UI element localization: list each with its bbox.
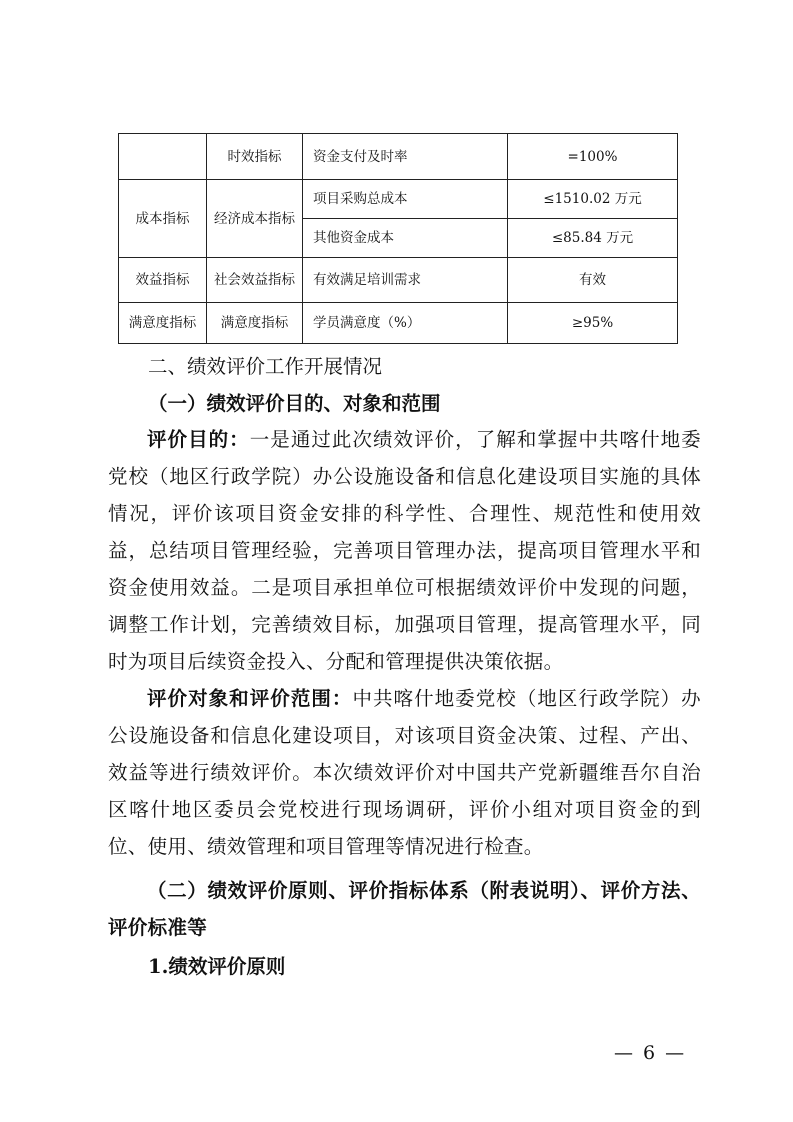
performance-indicator-table (118, 133, 678, 344)
scope-text: 中共喀什地委党校（地区行政学院）办公设施设备和信息化建设项目，对该项目资金决策、过程、产出、效益等进行绩效评价。本次绩效评价对中国共产党新疆维吾尔自治区喀什地区委员会党校进行现场调研，评价小组对项目资金的到位、使用、绩效管理和项目管理等情况进行检查。 (108, 687, 701, 858)
table-cell: ≤1510.02 万元 (508, 180, 678, 219)
page-number: — 6 — (614, 1042, 687, 1064)
purpose-text: 一是通过此次绩效评价，了解和掌握中共喀什地委党校（地区行政学院）办公设施设备和信息化建设项目实施的具体情况，评价该项目资金安排的科学性、合理性、规范性和使用效益，总结项目管理经验，完善项目管理办法，提高项目管理水平和资金使用效益。二是项目承担单位可根据绩效评价中发现的问题，调整工作计划，完善绩效目标，加强项目管理，提高管理水平，同时为项目后续资金投入、分配和管理提供决策依据。 (108, 428, 701, 673)
table-cell: 有效 (508, 258, 678, 303)
table-cell: 其他资金成本 (303, 219, 508, 258)
section-heading: 二、绩效评价工作开展情况 (148, 355, 383, 378)
subsection-heading: （二）绩效评价原则、评价指标体系（附表说明）、评价方法、评价标准等 (108, 879, 701, 939)
table-cell: ≤85.84 万元 (508, 219, 678, 258)
table-cell: 项目采购总成本 (303, 180, 508, 219)
table-cell: =100% (508, 134, 678, 180)
purpose-label: 评价目的： (147, 428, 250, 451)
table-cell (119, 134, 207, 180)
table-cell: 满意度指标 (119, 303, 207, 344)
table-cell: 成本指标 (119, 180, 207, 258)
scope-label: 评价对象和评价范围： (147, 687, 353, 710)
purpose-paragraph (108, 421, 701, 680)
table-cell: 满意度指标 (207, 303, 303, 344)
table-row (119, 258, 678, 303)
table-cell: 效益指标 (119, 258, 207, 303)
subsection-heading: （一）绩效评价目的、对象和范围 (148, 392, 441, 415)
table-cell: 资金支付及时率 (303, 134, 508, 180)
table-cell: 时效指标 (207, 134, 303, 180)
scope-paragraph (108, 680, 701, 865)
table-row (119, 134, 678, 180)
table-row (119, 180, 678, 219)
subsection-heading: 1.绩效评价原则 (148, 955, 286, 978)
table-cell: ≥95% (508, 303, 678, 344)
table-cell: 有效满足培训需求 (303, 258, 508, 303)
table-cell: 社会效益指标 (207, 258, 303, 303)
table-row (119, 303, 678, 344)
table-cell: 经济成本指标 (207, 180, 303, 258)
table-cell: 学员满意度（%） (303, 303, 508, 344)
